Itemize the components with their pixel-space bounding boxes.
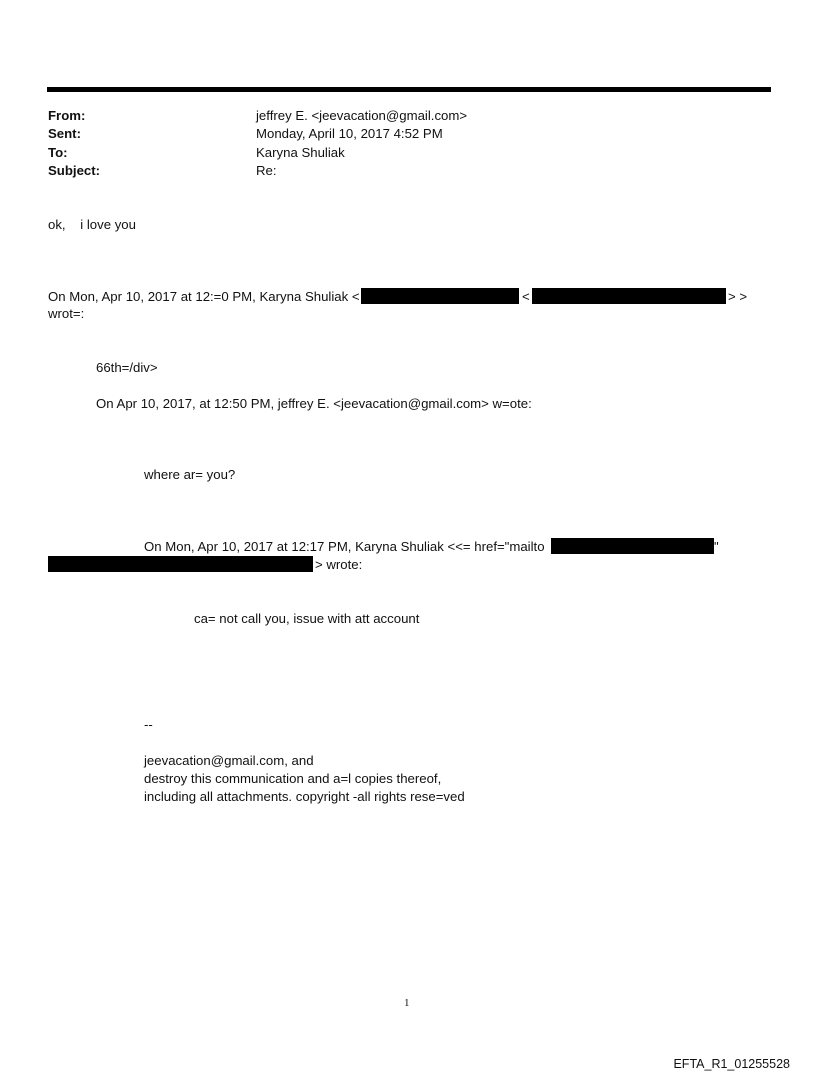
cant-call-text: ca= not call you, issue with att account xyxy=(194,611,420,626)
redaction-box xyxy=(532,288,726,304)
quote3-wrap: > wrote: xyxy=(315,557,363,572)
redaction-box xyxy=(551,538,714,554)
to-label: To: xyxy=(48,145,68,160)
sent-label: Sent: xyxy=(48,126,81,141)
quote1-wrap: wrot=: xyxy=(48,306,85,321)
quote1-mid: < xyxy=(522,289,530,304)
quote1-end: > > xyxy=(728,289,748,304)
sent-value: Monday, April 10, 2017 4:52 PM xyxy=(256,126,443,141)
redaction-box xyxy=(361,288,519,304)
quote1-prefix: On Mon, Apr 10, 2017 at 12:=0 PM, Karyna Shuliak < xyxy=(48,289,360,304)
from-value: jeffrey E. <jeevacation@gmail.com> xyxy=(256,108,468,123)
quote2-header: On Apr 10, 2017, at 12:50 PM, jeffrey E. <jeevacation@gmail.com> w=ote: xyxy=(96,396,532,411)
signature-dashes: -- xyxy=(144,717,153,732)
bates-number: EFTA_R1_01255528 xyxy=(673,1057,790,1071)
where-are-you-text: where ar= you? xyxy=(144,467,236,482)
line-66th: 66th=/div> xyxy=(96,360,158,375)
quote3-quote: " xyxy=(714,539,719,554)
reply-text: ok, i love you xyxy=(48,217,136,232)
subject-label: Subject: xyxy=(48,163,101,178)
from-label: From: xyxy=(48,108,86,123)
signature-line-3: including all attachments. copyright -all rights rese=ved xyxy=(144,789,465,804)
page-number: 1 xyxy=(404,997,410,1009)
quote3-prefix: On Mon, Apr 10, 2017 at 12:17 PM, Karyna Shuliak <<= href="mailto xyxy=(144,539,545,554)
signature-line-2: destroy this communication and a=l copies thereof, xyxy=(144,771,442,786)
subject-value: Re: xyxy=(256,163,277,178)
header-rule xyxy=(47,87,771,92)
redaction-box xyxy=(48,556,313,572)
to-value: Karyna Shuliak xyxy=(256,145,345,160)
signature-line-1: jeevacation@gmail.com, and xyxy=(144,753,314,768)
